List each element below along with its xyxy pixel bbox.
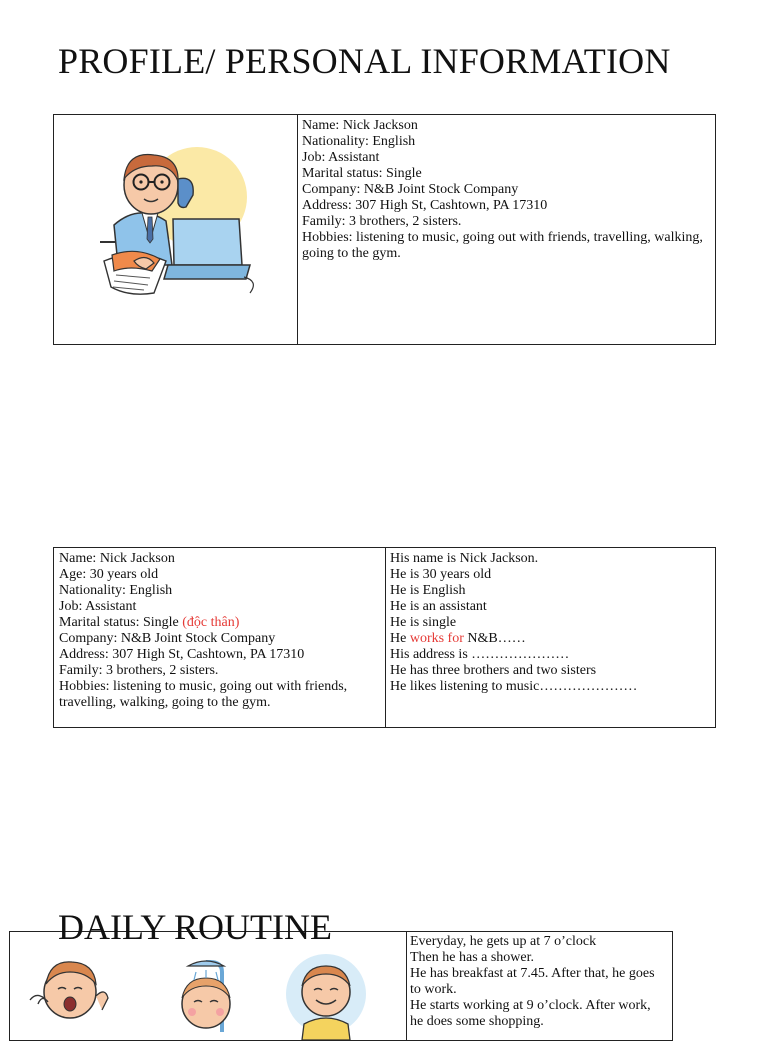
fact-hobbies: Hobbies: listening to music, going out with friends, travelling, walking, going to the gym. xyxy=(59,679,351,710)
office-worker-illustration xyxy=(54,115,297,344)
works-prefix: He xyxy=(390,631,410,646)
facts-column xyxy=(59,548,382,727)
routine-line: Then he has a shower. xyxy=(410,950,535,965)
page-title: PROFILE/ PERSONAL INFORMATION xyxy=(58,41,671,81)
routine-line: Everyday, he gets up at 7 o’clock xyxy=(410,934,597,949)
marital-translation: (độc thân) xyxy=(182,615,240,630)
fact-name: Name: Nick Jackson xyxy=(59,551,175,566)
sentence-single: He is single xyxy=(390,615,457,630)
works-for-highlight: works for xyxy=(409,631,464,646)
profile-line: Marital status: Single xyxy=(302,166,422,181)
sentence-nationality: He is English xyxy=(390,583,466,598)
profile-details xyxy=(302,115,709,344)
sentences-column xyxy=(390,548,709,727)
profile-card xyxy=(53,114,716,345)
fact-family: Family: 3 brothers, 2 sisters. xyxy=(59,663,219,678)
profile-line: Hobbies: listening to music, going out with friends, travelling, walking, going to the gym. xyxy=(302,230,707,261)
comparison-table xyxy=(53,547,716,728)
fact-company: Company: N&B Joint Stock Company xyxy=(59,631,276,646)
sentence-address: His address is ………………… xyxy=(390,647,570,662)
sentence-siblings: He has three brothers and two sisters xyxy=(390,663,597,678)
profile-line: Family: 3 brothers, 2 sisters. xyxy=(302,214,462,229)
profile-line: Job: Assistant xyxy=(302,150,380,165)
fact-marital-status xyxy=(59,615,382,631)
works-suffix: N&B…… xyxy=(463,631,526,646)
profile-line: Address: 307 High St, Cashtown, PA 17310 xyxy=(302,198,548,213)
sentence-works xyxy=(390,631,709,647)
sentence-name: His name is Nick Jackson. xyxy=(390,551,539,566)
fact-address: Address: 307 High St, Cashtown, PA 17310 xyxy=(59,647,305,662)
fact-job: Job: Assistant xyxy=(59,599,137,614)
sentence-likes: He likes listening to music………………… xyxy=(390,679,638,694)
profile-line: Company: N&B Joint Stock Company xyxy=(302,182,519,197)
daily-routine-title: DAILY ROUTINE xyxy=(58,907,333,947)
marital-label: Marital status: Single xyxy=(59,615,183,630)
routine-line: He has breakfast at 7.45. After that, he goes to work. xyxy=(410,966,659,997)
sentence-age: He is 30 years old xyxy=(390,567,492,582)
fact-age: Age: 30 years old xyxy=(59,567,159,582)
routine-line: He starts working at 9 o’clock. After work, he does some shopping. xyxy=(410,998,655,1029)
fact-nationality: Nationality: English xyxy=(59,583,173,598)
profile-illustration-cell xyxy=(54,115,297,344)
profile-line: Nationality: English xyxy=(302,134,416,149)
profile-line: Name: Nick Jackson xyxy=(302,118,418,133)
sentence-job: He is an assistant xyxy=(390,599,487,614)
